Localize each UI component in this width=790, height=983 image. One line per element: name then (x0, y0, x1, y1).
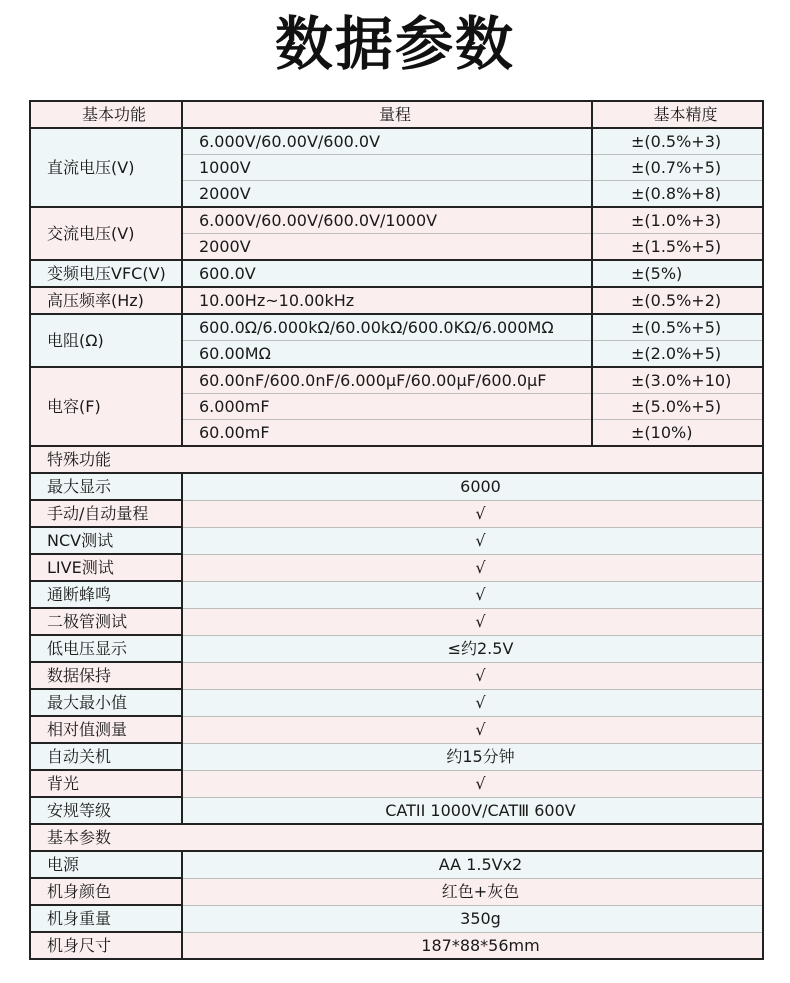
feature-name: 通断蜂鸣 (30, 581, 182, 608)
table-row (30, 932, 763, 959)
feature-value: 红色+灰色 (182, 878, 763, 905)
header-function: 基本功能 (30, 101, 182, 128)
range-cell: 60.00nF/600.0nF/6.000μF/60.00μF/600.0μF (182, 367, 592, 394)
accuracy-cell: ±(10%) (592, 420, 763, 447)
spec-row (30, 287, 763, 314)
feature-name: 机身重量 (30, 905, 182, 932)
feature-name: 最大最小值 (30, 689, 182, 716)
table-row (30, 608, 763, 635)
feature-value: √ (182, 500, 763, 527)
table-row (30, 500, 763, 527)
special-section-title: 特殊功能 (30, 446, 763, 473)
feature-value: √ (182, 527, 763, 554)
accuracy-cell: ±(0.8%+8) (592, 181, 763, 208)
range-cell: 60.00mF (182, 420, 592, 447)
feature-value: AA 1.5Vx2 (182, 851, 763, 878)
accuracy-cell: ±(0.5%+3) (592, 128, 763, 155)
feature-value: √ (182, 716, 763, 743)
accuracy-cell: ±(0.5%+2) (592, 287, 763, 314)
range-cell: 2000V (182, 181, 592, 208)
range-cell: 6.000mF (182, 394, 592, 420)
table-row (30, 689, 763, 716)
range-cell: 10.00Hz~10.00kHz (182, 287, 592, 314)
table-row (30, 662, 763, 689)
feature-value: √ (182, 689, 763, 716)
table-row (30, 527, 763, 554)
spec-row (30, 367, 763, 394)
feature-name: 最大显示 (30, 473, 182, 500)
function-label: 高压频率(Hz) (30, 287, 182, 314)
feature-value: 350g (182, 905, 763, 932)
table-row (30, 770, 763, 797)
header-range: 量程 (182, 101, 592, 128)
accuracy-cell: ±(5.0%+5) (592, 394, 763, 420)
range-cell: 1000V (182, 155, 592, 181)
range-cell: 600.0Ω/6.000kΩ/60.00kΩ/600.0KΩ/6.000MΩ (182, 314, 592, 341)
feature-name: 电源 (30, 851, 182, 878)
feature-value: √ (182, 662, 763, 689)
feature-value: √ (182, 554, 763, 581)
table-row (30, 878, 763, 905)
table-row (30, 851, 763, 878)
feature-value: CATII 1000V/CATⅢ 600V (182, 797, 763, 824)
feature-value: √ (182, 608, 763, 635)
feature-value: √ (182, 581, 763, 608)
range-cell: 2000V (182, 234, 592, 261)
range-cell: 6.000V/60.00V/600.0V (182, 128, 592, 155)
feature-name: NCV测试 (30, 527, 182, 554)
spec-row (30, 314, 763, 341)
feature-value: 187*88*56mm (182, 932, 763, 959)
special-section (30, 446, 763, 473)
feature-name: 背光 (30, 770, 182, 797)
accuracy-cell: ±(1.0%+3) (592, 207, 763, 234)
feature-value: √ (182, 770, 763, 797)
table-row (30, 797, 763, 824)
range-cell: 600.0V (182, 260, 592, 287)
function-label: 电阻(Ω) (30, 314, 182, 367)
table-row (30, 581, 763, 608)
feature-name: 机身尺寸 (30, 932, 182, 959)
feature-name: 机身颜色 (30, 878, 182, 905)
accuracy-cell: ±(2.0%+5) (592, 341, 763, 368)
feature-name: 相对值测量 (30, 716, 182, 743)
feature-name: 二极管测试 (30, 608, 182, 635)
spec-row (30, 207, 763, 234)
feature-name: LIVE测试 (30, 554, 182, 581)
table-row (30, 473, 763, 500)
feature-name: 自动关机 (30, 743, 182, 770)
table-header-row (30, 101, 763, 128)
spec-row (30, 260, 763, 287)
header-accuracy: 基本精度 (592, 101, 763, 128)
spec-row (30, 128, 763, 155)
params-section (30, 824, 763, 851)
accuracy-cell: ±(3.0%+10) (592, 367, 763, 394)
table-row (30, 716, 763, 743)
accuracy-cell: ±(0.5%+5) (592, 314, 763, 341)
page-title: 数据参数 (274, 10, 515, 78)
accuracy-cell: ±(0.7%+5) (592, 155, 763, 181)
table-row (30, 743, 763, 770)
params-section-title: 基本参数 (30, 824, 763, 851)
feature-name: 手动/自动量程 (30, 500, 182, 527)
function-label: 直流电压(V) (30, 128, 182, 207)
table-row (30, 554, 763, 581)
spec-table (29, 100, 764, 960)
table-row (30, 905, 763, 932)
function-label: 电容(F) (30, 367, 182, 446)
feature-name: 低电压显示 (30, 635, 182, 662)
feature-value: 6000 (182, 473, 763, 500)
feature-name: 数据保持 (30, 662, 182, 689)
table-row (30, 635, 763, 662)
function-label: 变频电压VFC(V) (30, 260, 182, 287)
function-label: 交流电压(V) (30, 207, 182, 260)
range-cell: 60.00MΩ (182, 341, 592, 368)
range-cell: 6.000V/60.00V/600.0V/1000V (182, 207, 592, 234)
feature-name: 安规等级 (30, 797, 182, 824)
feature-value: 约15分钟 (182, 743, 763, 770)
feature-value: ≤约2.5V (182, 635, 763, 662)
accuracy-cell: ±(5%) (592, 260, 763, 287)
accuracy-cell: ±(1.5%+5) (592, 234, 763, 261)
